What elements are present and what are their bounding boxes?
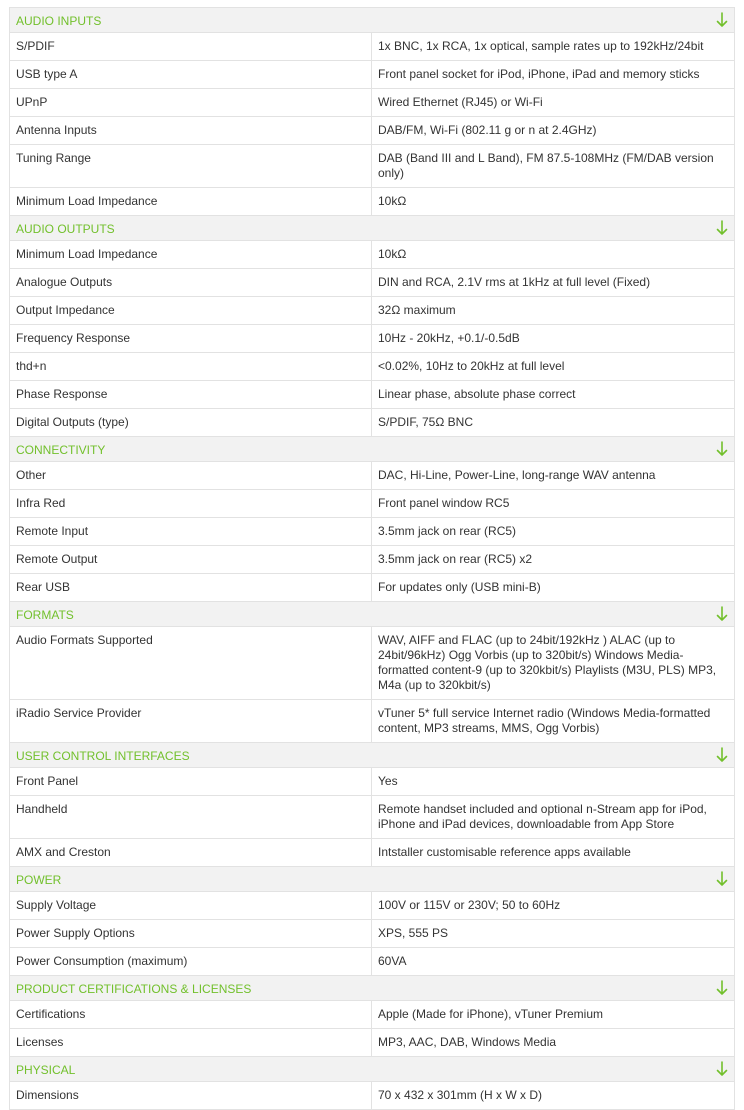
spec-label: Infra Red xyxy=(10,490,372,517)
spec-value: DIN and RCA, 2.1V rms at 1kHz at full level (Fixed) xyxy=(378,275,651,289)
spec-value: Linear phase, absolute phase correct xyxy=(378,387,576,401)
spec-value: 10Hz - 20kHz, +0.1/-0.5dB xyxy=(378,331,520,345)
spec-row xyxy=(9,490,735,518)
spec-value: 1x BNC, 1x RCA, 1x optical, sample rates up to 192kHz/24bit xyxy=(378,39,704,53)
spec-label: Frequency Response xyxy=(10,325,372,352)
spec-label: Analogue Outputs xyxy=(10,269,372,296)
spec-row xyxy=(9,33,735,61)
spec-label: USB type A xyxy=(10,61,372,88)
spec-value: Remote handset included and optional n-Stream app for iPod, iPhone and iPad devices, downloadable from App Store xyxy=(378,802,707,831)
spec-label: Tuning Range xyxy=(10,145,372,187)
section-header[interactable] xyxy=(9,8,735,33)
spec-label: Licenses xyxy=(10,1029,372,1056)
spec-label: Remote Input xyxy=(10,518,372,545)
spec-label: S/PDIF xyxy=(10,33,372,60)
spec-value: Intstaller customisable reference apps available xyxy=(378,845,631,859)
section-header[interactable] xyxy=(9,437,735,462)
spec-label: Minimum Load Impedance xyxy=(10,188,372,215)
spec-label: Certifications xyxy=(10,1001,372,1028)
section-header[interactable] xyxy=(9,216,735,241)
spec-label: Remote Output xyxy=(10,546,372,573)
section-title: POWER xyxy=(16,873,62,887)
spec-label: thd+n xyxy=(10,353,372,380)
spec-value: S/PDIF, 75Ω BNC xyxy=(378,415,473,429)
spec-label: Antenna Inputs xyxy=(10,117,372,144)
spec-row xyxy=(9,768,735,796)
section-title: FORMATS xyxy=(16,608,74,622)
spec-row xyxy=(9,1001,735,1029)
spec-value: For updates only (USB mini-B) xyxy=(378,580,541,594)
spec-value: Front panel window RC5 xyxy=(378,496,510,510)
spec-value: DAC, Hi-Line, Power-Line, long-range WAV antenna xyxy=(378,468,656,482)
spec-value: WAV, AIFF and FLAC (up to 24bit/192kHz ) ALAC (up to 24bit/96kHz) Ogg Vorbis (up to 320bit/s) Windows Media-formatted content-9 (up to 320kbit/s) Playlists (M3U, PLS) MP3, M4a (up to 320kbit/s) xyxy=(378,633,717,692)
spec-value: DAB (Band III and L Band), FM 87.5-108MHz (FM/DAB version only) xyxy=(378,151,714,180)
spec-value: DAB/FM, Wi-Fi (802.11 g or n at 2.4GHz) xyxy=(378,123,597,137)
spec-label: Audio Formats Supported xyxy=(10,627,372,699)
spec-value: 3.5mm jack on rear (RC5) x2 xyxy=(378,552,533,566)
spec-row xyxy=(9,1082,735,1110)
arrow-down-icon[interactable] xyxy=(716,220,728,236)
section-title: CONNECTIVITY xyxy=(16,443,106,457)
spec-value: Apple (Made for iPhone), vTuner Premium xyxy=(378,1007,603,1021)
spec-table xyxy=(9,7,735,1110)
spec-row xyxy=(9,546,735,574)
spec-row xyxy=(9,145,735,188)
spec-value: vTuner 5* full service Internet radio (Windows Media-formatted content, MP3 streams, MMS, Ogg Vorbis) xyxy=(378,706,711,735)
section-header[interactable] xyxy=(9,1057,735,1082)
spec-row xyxy=(9,188,735,216)
spec-value: 10kΩ xyxy=(378,247,407,261)
spec-row xyxy=(9,241,735,269)
spec-label: Front Panel xyxy=(10,768,372,795)
spec-label: Dimensions xyxy=(10,1082,372,1109)
spec-value: 100V or 115V or 230V; 50 to 60Hz xyxy=(378,898,561,912)
spec-row xyxy=(9,627,735,700)
spec-row xyxy=(9,409,735,437)
section-header[interactable] xyxy=(9,976,735,1001)
spec-label: Handheld xyxy=(10,796,372,838)
spec-value: Front panel socket for iPod, iPhone, iPad and memory sticks xyxy=(378,67,700,81)
arrow-down-icon[interactable] xyxy=(716,606,728,622)
spec-label: Power Consumption (maximum) xyxy=(10,948,372,975)
spec-value: Yes xyxy=(378,774,398,788)
spec-label: Power Supply Options xyxy=(10,920,372,947)
spec-row xyxy=(9,269,735,297)
spec-row xyxy=(9,297,735,325)
section-title: AUDIO OUTPUTS xyxy=(16,222,115,236)
spec-row xyxy=(9,1029,735,1057)
arrow-down-icon[interactable] xyxy=(716,747,728,763)
spec-value: XPS, 555 PS xyxy=(378,926,449,940)
spec-value: 60VA xyxy=(378,954,407,968)
spec-row xyxy=(9,892,735,920)
spec-label: AMX and Creston xyxy=(10,839,372,866)
arrow-down-icon[interactable] xyxy=(716,1061,728,1077)
spec-row xyxy=(9,117,735,145)
section-header[interactable] xyxy=(9,602,735,627)
section-header[interactable] xyxy=(9,743,735,768)
spec-value: MP3, AAC, DAB, Windows Media xyxy=(378,1035,557,1049)
arrow-down-icon[interactable] xyxy=(716,12,728,28)
spec-row xyxy=(9,700,735,743)
section-title: PHYSICAL xyxy=(16,1063,76,1077)
spec-row xyxy=(9,920,735,948)
spec-row xyxy=(9,462,735,490)
spec-row xyxy=(9,61,735,89)
spec-row xyxy=(9,325,735,353)
section-title: AUDIO INPUTS xyxy=(16,14,102,28)
spec-label: Digital Outputs (type) xyxy=(10,409,372,436)
spec-row xyxy=(9,574,735,602)
spec-value: 10kΩ xyxy=(378,194,407,208)
section-title: USER CONTROL INTERFACES xyxy=(16,749,190,763)
spec-row xyxy=(9,89,735,117)
spec-value: 3.5mm jack on rear (RC5) xyxy=(378,524,517,538)
spec-label: Other xyxy=(10,462,372,489)
spec-value: 70 x 432 x 301mm (H x W x D) xyxy=(378,1088,543,1102)
spec-label: Output Impedance xyxy=(10,297,372,324)
spec-label: Phase Response xyxy=(10,381,372,408)
spec-label: Rear USB xyxy=(10,574,372,601)
spec-value: Wired Ethernet (RJ45) or Wi-Fi xyxy=(378,95,543,109)
spec-row xyxy=(9,353,735,381)
spec-label: UPnP xyxy=(10,89,372,116)
spec-value: <0.02%, 10Hz to 20kHz at full level xyxy=(378,359,565,373)
spec-row xyxy=(9,381,735,409)
spec-label: Minimum Load Impedance xyxy=(10,241,372,268)
spec-label: iRadio Service Provider xyxy=(10,700,372,742)
spec-row xyxy=(9,839,735,867)
arrow-down-icon[interactable] xyxy=(716,980,728,996)
arrow-down-icon[interactable] xyxy=(716,871,728,887)
arrow-down-icon[interactable] xyxy=(716,441,728,457)
spec-row xyxy=(9,948,735,976)
section-title: PRODUCT CERTIFICATIONS & LICENSES xyxy=(16,982,252,996)
spec-label: Supply Voltage xyxy=(10,892,372,919)
spec-row xyxy=(9,796,735,839)
section-header[interactable] xyxy=(9,867,735,892)
spec-value: 32Ω maximum xyxy=(378,303,456,317)
spec-row xyxy=(9,518,735,546)
